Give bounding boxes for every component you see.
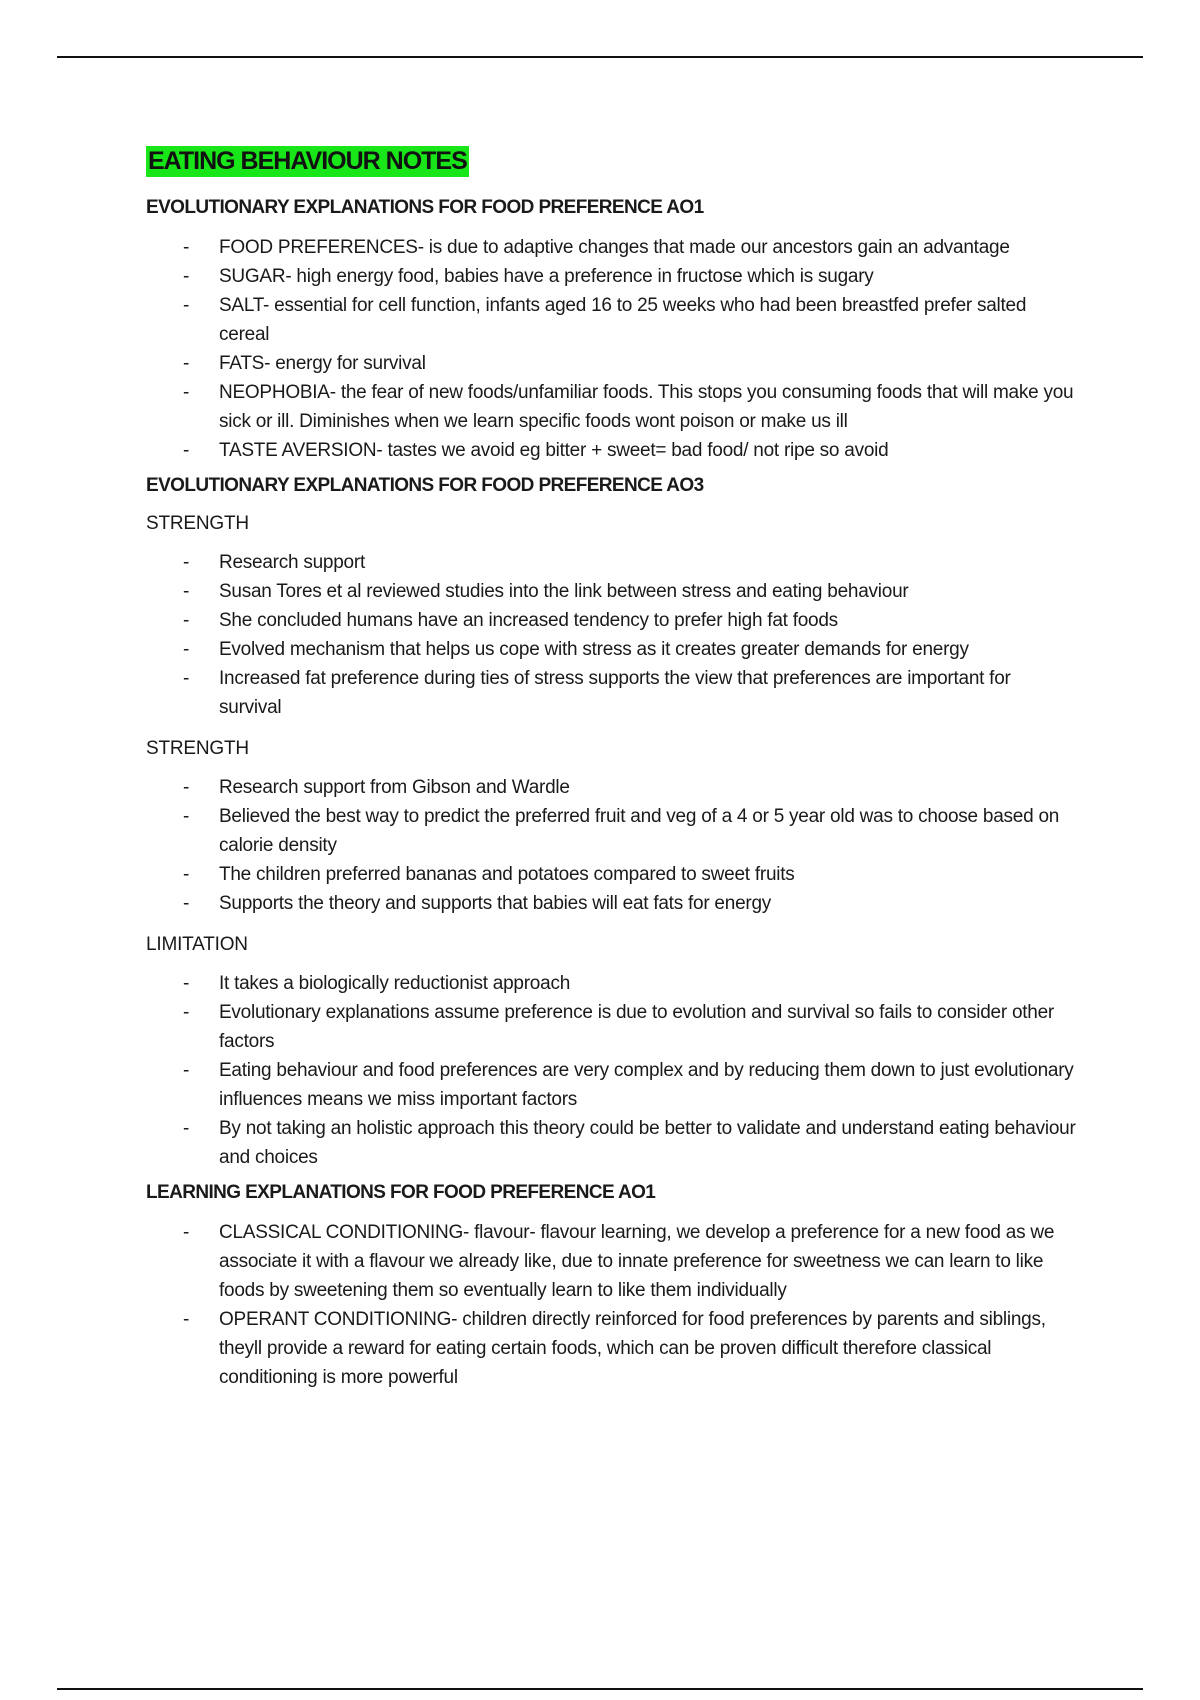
bottom-rule <box>57 1688 1143 1690</box>
group-label: STRENGTH <box>146 738 249 759</box>
document-body <box>146 146 1076 1392</box>
group-label: STRENGTH <box>146 513 249 534</box>
list-item: - NEOPHOBIA- the fear of new foods/unfamiliar foods. This stops you consuming foods that will make you sick or ill. Diminishes when we learn specific foods wont poison or make us ill <box>146 378 1076 436</box>
section-heading: EVOLUTIONARY EXPLANATIONS FOR FOOD PREFERENCE AO1 <box>146 197 704 218</box>
list-item: - The children preferred bananas and potatoes compared to sweet fruits <box>146 860 1076 889</box>
list-item: - SALT- essential for cell function, infants aged 16 to 25 weeks who had been breastfed prefer salted cereal <box>146 291 1076 349</box>
list-item: - Evolved mechanism that helps us cope with stress as it creates greater demands for energy <box>146 635 1076 664</box>
list-item: - FOOD PREFERENCES- is due to adaptive changes that made our ancestors gain an advantage <box>146 233 1076 262</box>
list-item: - Increased fat preference during ties of stress supports the view that preferences are important for survival <box>146 664 1076 722</box>
document-title <box>146 146 1076 177</box>
list-item: - Supports the theory and supports that babies will eat fats for energy <box>146 889 1076 918</box>
list-item: - Eating behaviour and food preferences are very complex and by reducing them down to just evolutionary influences means we miss important factors <box>146 1056 1076 1114</box>
bullet-list <box>146 1218 1076 1392</box>
group-label: LIMITATION <box>146 934 248 955</box>
list-item: - FATS- energy for survival <box>146 349 1076 378</box>
section-heading: EVOLUTIONARY EXPLANATIONS FOR FOOD PREFERENCE AO3 <box>146 475 704 496</box>
list-item: - It takes a biologically reductionist approach <box>146 969 1076 998</box>
bullet-list <box>146 969 1076 1172</box>
title-highlight: EATING BEHAVIOUR NOTES <box>148 147 467 175</box>
top-rule <box>57 56 1143 58</box>
bullet-list <box>146 548 1076 722</box>
bullet-list <box>146 233 1076 465</box>
section-heading: LEARNING EXPLANATIONS FOR FOOD PREFERENCE AO1 <box>146 1182 656 1203</box>
list-item: - SUGAR- high energy food, babies have a preference in fructose which is sugary <box>146 262 1076 291</box>
list-item: - She concluded humans have an increased tendency to prefer high fat foods <box>146 606 1076 635</box>
list-item: - CLASSICAL CONDITIONING- flavour- flavour learning, we develop a preference for a new food as we associate it with a flavour we already like, due to innate preference for sweetness we can learn to like foods by sweetening them so eventually learn to like them individually <box>146 1218 1076 1305</box>
list-item: - Susan Tores et al reviewed studies into the link between stress and eating behaviour <box>146 577 1076 606</box>
list-item: - By not taking an holistic approach this theory could be better to validate and understand eating behaviour and choices <box>146 1114 1076 1172</box>
list-item: - Believed the best way to predict the preferred fruit and veg of a 4 or 5 year old was to choose based on calorie density <box>146 802 1076 860</box>
bullet-list <box>146 773 1076 918</box>
list-item: - Research support from Gibson and Wardle <box>146 773 1076 802</box>
list-item: - Research support <box>146 548 1076 577</box>
list-item: - OPERANT CONDITIONING- children directly reinforced for food preferences by parents and siblings, theyll provide a reward for eating certain foods, which can be proven difficult therefore classical conditioning is more powerful <box>146 1305 1076 1392</box>
list-item: - TASTE AVERSION- tastes we avoid eg bitter + sweet= bad food/ not ripe so avoid <box>146 436 1076 465</box>
list-item: - Evolutionary explanations assume preference is due to evolution and survival so fails to consider other factors <box>146 998 1076 1056</box>
